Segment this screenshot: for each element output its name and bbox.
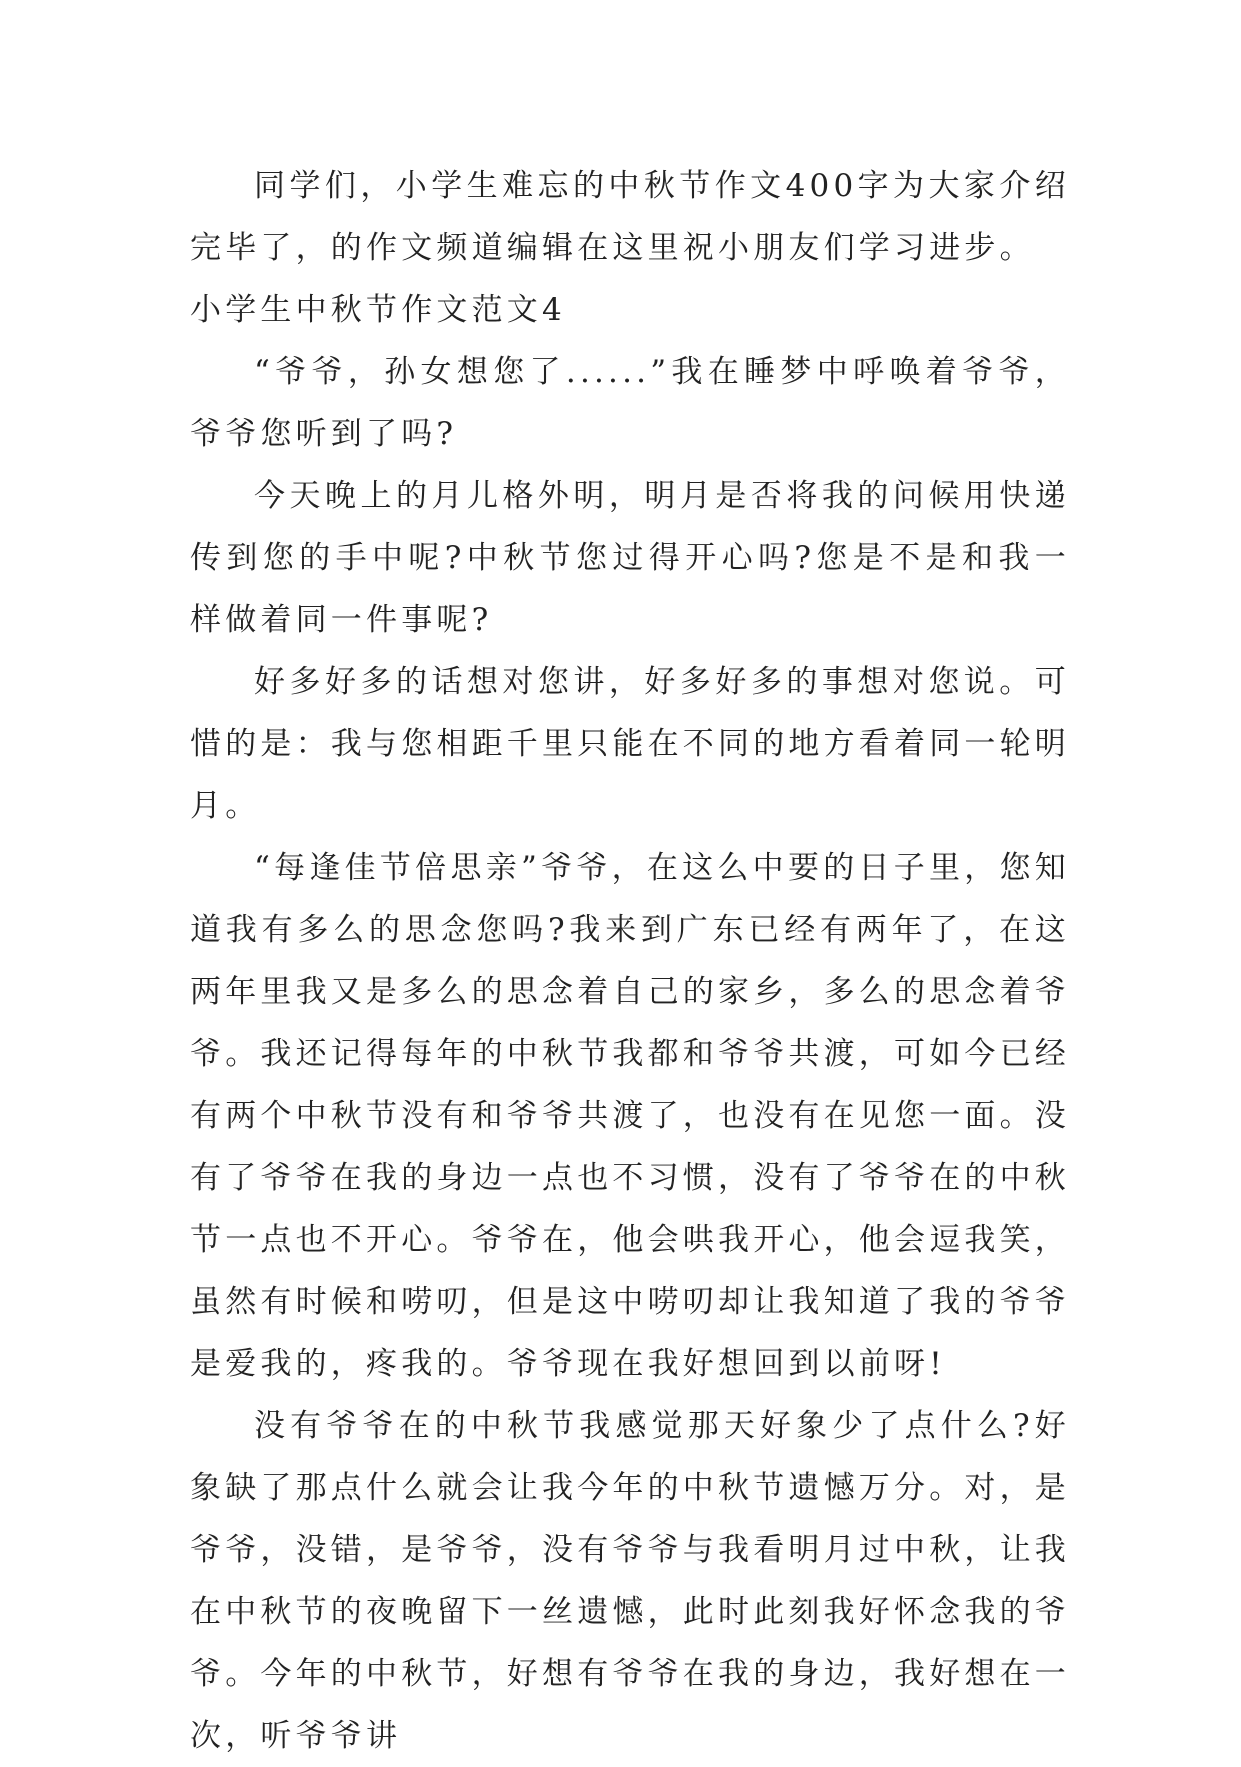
body-paragraph: “每逢佳节倍思亲”爷爷，在这么中要的日子里，您知道我有多么的思念您吗?我来到广东已经有两年了，在这两年里我又是多么的思念着自己的家乡，多么的思念着爷爷。我还记得每年的中秋节我都和爷爷共渡，可如今已经有两个中秋节没有和爷爷共渡了，也没有在见您一面。没有了爷爷在我的身边一点也不习惯，没有了爷爷在的中秋节一点也不开心。爷爷在，他会哄我开心，他会逗我笑，虽然有时候和唠叨，但是这中唠叨却让我知道了我的爷爷是爱我的，疼我的。爷爷现在我好想回到以前呀! bbox=[190, 850, 1070, 1382]
body-paragraph: 今天晚上的月儿格外明，明月是否将我的问候用快递传到您的手中呢?中秋节您过得开心吗?您是不是和我一样做着同一件事呢? bbox=[190, 478, 1070, 638]
essay-body bbox=[190, 155, 1070, 1767]
body-paragraph: “爷爷，孙女想您了......”我在睡梦中呼唤着爷爷，爷爷您听到了吗? bbox=[190, 354, 1070, 452]
closing-paragraph: 同学们，小学生难忘的中秋节作文400字为大家介绍完毕了，的作文频道编辑在这里祝小朋友们学习进步。 bbox=[190, 168, 1070, 266]
body-paragraph: 好多好多的话想对您讲，好多好多的事想对您说。可惜的是：我与您相距千里只能在不同的地方看着同一轮明月。 bbox=[190, 664, 1070, 824]
body-paragraph: 没有爷爷在的中秋节我感觉那天好象少了点什么?好象缺了那点什么就会让我今年的中秋节遗憾万分。对，是爷爷，没错，是爷爷，没有爷爷与我看明月过中秋，让我在中秋节的夜晚留下一丝遗憾，此时此刻我好怀念我的爷爷。今年的中秋节，好想有爷爷在我的身边，我好想在一次，听爷爷讲 bbox=[190, 1408, 1070, 1754]
section-heading: 小学生中秋节作文范文4 bbox=[190, 292, 566, 328]
